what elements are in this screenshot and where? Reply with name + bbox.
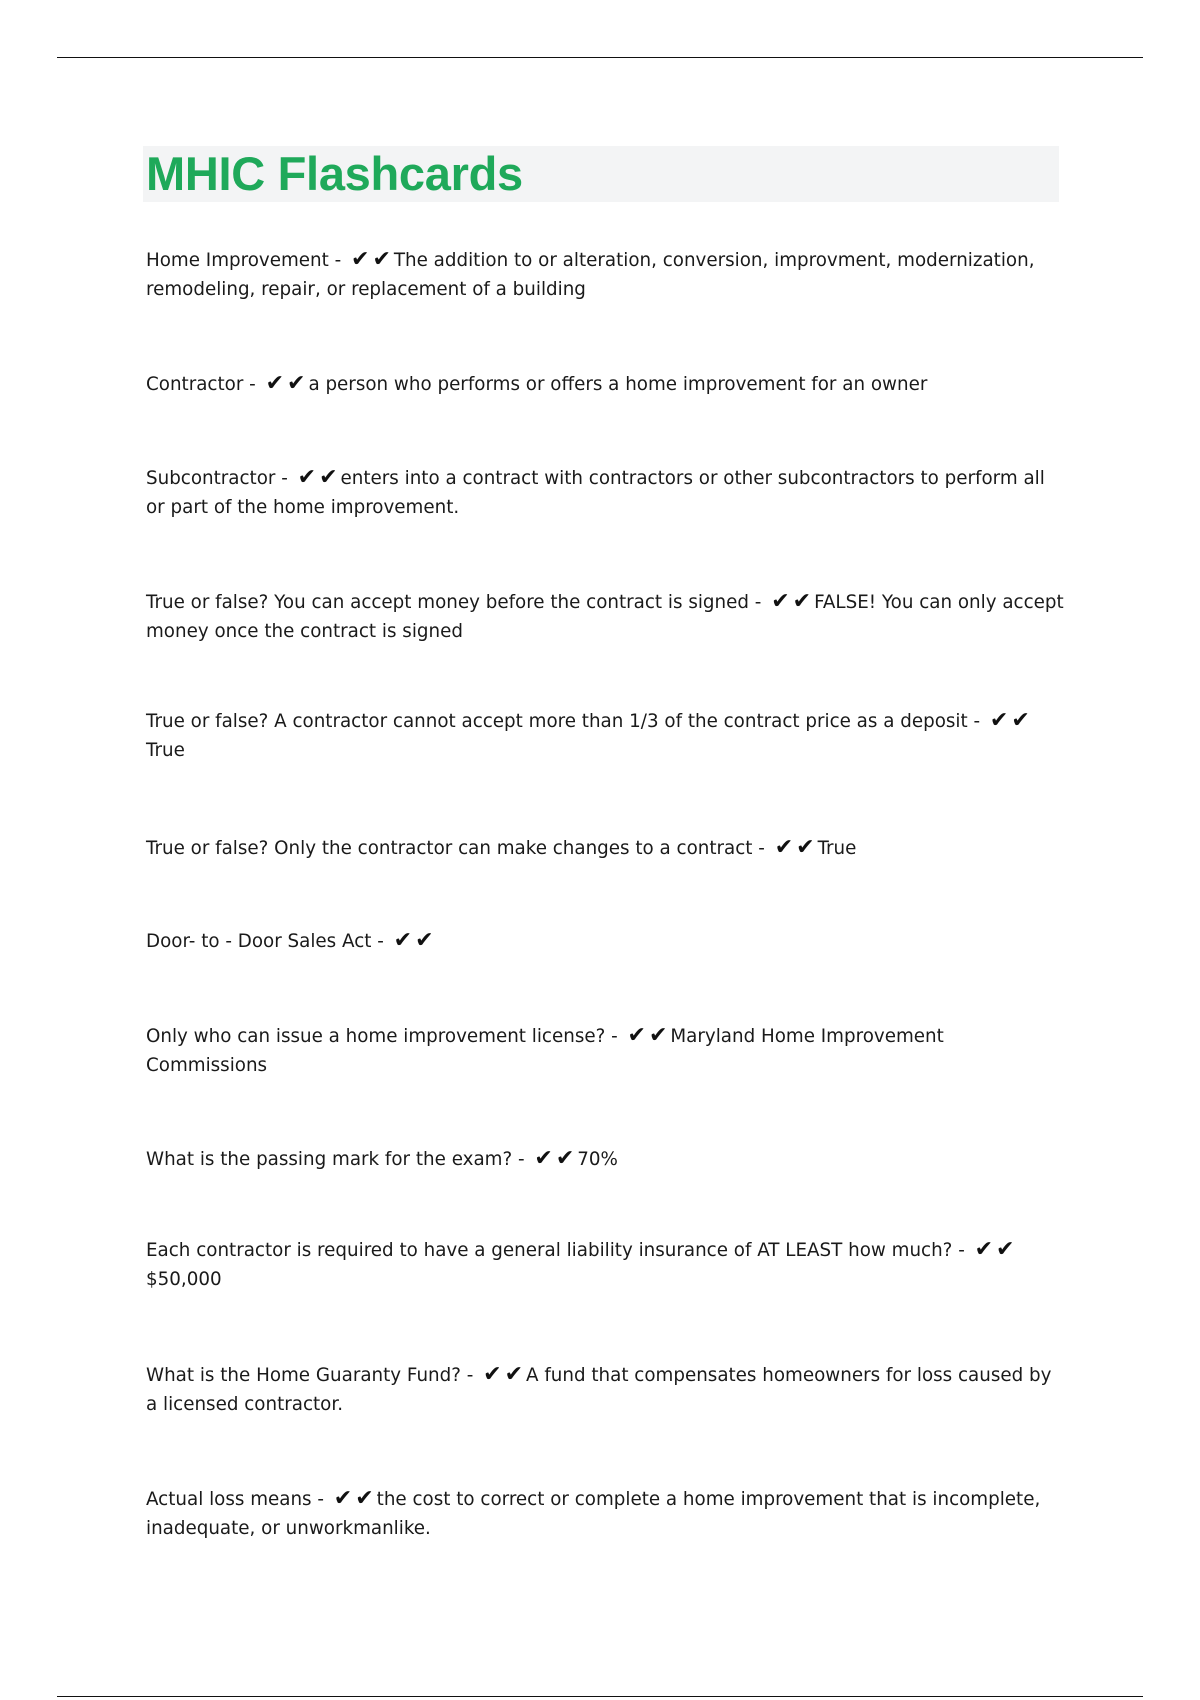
check-icon: ✔ xyxy=(989,708,1009,733)
flashcard-term: Actual loss means - xyxy=(146,1489,324,1510)
flashcard xyxy=(146,1022,1064,1080)
flashcard-definition: The addition to or alteration, conversion, improvment, modernization, remodeling, repair, or replacement of a building xyxy=(146,250,1035,300)
flashcard xyxy=(146,1485,1064,1543)
flashcard-term: True or false? Only the contractor can make changes to a contract - xyxy=(146,838,765,859)
check-icon: ✔ xyxy=(792,589,812,614)
flashcard-term: Contractor - xyxy=(146,374,256,395)
bottom-rule xyxy=(57,1696,1143,1697)
flashcard xyxy=(146,1361,1064,1419)
check-icon: ✔ xyxy=(534,1146,553,1171)
check-icon: ✔ xyxy=(372,247,391,272)
check-icon: ✔ xyxy=(996,1237,1015,1262)
flashcard-definition: $50,000 xyxy=(146,1269,222,1290)
check-icon: ✔ xyxy=(351,247,370,272)
check-icon: ✔ xyxy=(774,835,794,860)
check-icon: ✔ xyxy=(504,1362,524,1387)
flashcard-term: True or false? A contractor cannot accept more than 1/3 of the contract price as a deposit - xyxy=(146,711,981,732)
flashcard xyxy=(146,927,1064,956)
flashcard-term: What is the Home Guaranty Fund? - xyxy=(146,1365,474,1386)
check-icon: ✔ xyxy=(287,371,306,396)
check-icon: ✔ xyxy=(319,465,338,490)
flashcard xyxy=(146,246,1064,304)
flashcard-definition: A fund that compensates homeowners for loss caused by a licensed contractor. xyxy=(146,1365,1052,1415)
flashcard xyxy=(146,707,1064,765)
flashcard-definition: the cost to correct or complete a home improvement that is incomplete, inadequate, or unworkmanlike. xyxy=(146,1489,1041,1539)
flashcard-definition: True xyxy=(817,838,857,859)
flashcard xyxy=(146,588,1064,646)
check-icon: ✔ xyxy=(265,371,284,396)
check-icon: ✔ xyxy=(974,1237,994,1262)
check-icon: ✔ xyxy=(297,465,317,490)
check-icon: ✔ xyxy=(333,1486,353,1511)
flashcard xyxy=(146,370,1064,399)
flashcard-definition: 70% xyxy=(577,1149,618,1170)
flashcard-definition: True xyxy=(146,740,185,761)
flashcard-term: What is the passing mark for the exam? - xyxy=(146,1149,525,1170)
flashcard xyxy=(146,1145,1064,1174)
check-icon: ✔ xyxy=(483,1362,502,1387)
flashcard xyxy=(146,834,1064,863)
page-title: MHIC Flashcards xyxy=(146,147,523,200)
check-icon: ✔ xyxy=(393,928,413,953)
flashcard-definition: FALSE! You can only accept money once the contract is signed xyxy=(146,592,1064,642)
top-rule xyxy=(57,57,1143,58)
check-icon: ✔ xyxy=(648,1023,668,1048)
flashcard-definition: a person who performs or offers a home improvement for an owner xyxy=(308,374,928,395)
flashcard-definition: Maryland Home Improvement Commissions xyxy=(146,1026,944,1076)
flashcard-term: Home Improvement - xyxy=(146,250,342,271)
flashcard-term: Door- to - Door Sales Act - xyxy=(146,931,384,952)
check-icon: ✔ xyxy=(627,1023,646,1048)
flashcard-term: Each contractor is required to have a general liability insurance of AT LEAST how much? - xyxy=(146,1240,965,1261)
check-icon: ✔ xyxy=(1011,708,1030,733)
flashcard xyxy=(146,1236,1064,1294)
flashcard-term: Only who can issue a home improvement license? - xyxy=(146,1026,618,1047)
flashcard-term: True or false? You can accept money before the contract is signed - xyxy=(146,592,762,613)
flashcard-definition: enters into a contract with contractors or other subcontractors to perform all or part of the home improvement. xyxy=(146,468,1045,518)
flashcard xyxy=(146,464,1064,522)
check-icon: ✔ xyxy=(415,928,434,953)
flashcard-term: Subcontractor - xyxy=(146,468,288,489)
check-icon: ✔ xyxy=(796,835,815,860)
check-icon: ✔ xyxy=(555,1146,575,1171)
check-icon: ✔ xyxy=(355,1486,374,1511)
check-icon: ✔ xyxy=(771,589,790,614)
